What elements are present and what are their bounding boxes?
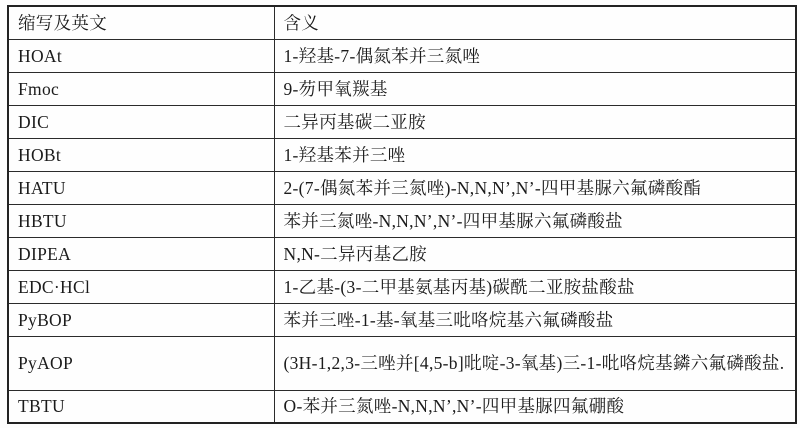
meaning-cell: N,N-二异丙基乙胺 — [274, 237, 796, 270]
table-row — [8, 237, 796, 270]
meaning-cell: 苯并三氮唑-N,N,N’,N’-四甲基脲六氟磷酸盐 — [274, 204, 796, 237]
abbreviation-table — [7, 5, 797, 424]
table-row — [8, 171, 796, 204]
abbr-cell: PyBOP — [8, 303, 274, 336]
meaning-cell: 苯并三唑-1-基-氧基三吡咯烷基六氟磷酸盐 — [274, 303, 796, 336]
table-row — [8, 390, 796, 423]
abbr-cell: DIC — [8, 105, 274, 138]
table-row — [8, 72, 796, 105]
table-row — [8, 270, 796, 303]
meaning-cell: 1-羟基-7-偶氮苯并三氮唑 — [274, 39, 796, 72]
table-row — [8, 105, 796, 138]
table-row — [8, 303, 796, 336]
header-abbr: 缩写及英文 — [8, 6, 274, 39]
abbr-cell: HBTU — [8, 204, 274, 237]
meaning-cell: 二异丙基碳二亚胺 — [274, 105, 796, 138]
abbr-cell: HOAt — [8, 39, 274, 72]
table-row — [8, 204, 796, 237]
meaning-cell: 2-(7-偶氮苯并三氮唑)-N,N,N’,N’-四甲基脲六氟磷酸酯 — [274, 171, 796, 204]
abbr-cell: EDC·HCl — [8, 270, 274, 303]
meaning-cell: O-苯并三氮唑-N,N,N’,N’-四甲基脲四氟硼酸 — [274, 390, 796, 423]
table-row — [8, 138, 796, 171]
meaning-cell: 9-芴甲氧羰基 — [274, 72, 796, 105]
table-row — [8, 336, 796, 390]
abbr-cell: DIPEA — [8, 237, 274, 270]
meaning-cell: 1-羟基苯并三唑 — [274, 138, 796, 171]
table-header-row — [8, 6, 796, 39]
abbr-cell: PyAOP — [8, 336, 274, 390]
header-meaning: 含义 — [274, 6, 796, 39]
abbr-cell: HOBt — [8, 138, 274, 171]
abbr-cell: HATU — [8, 171, 274, 204]
meaning-cell: (3H-1,2,3-三唑并[4,5-b]吡啶-3-氧基)三-1-吡咯烷基鏻六氟磷酸盐. — [274, 336, 796, 390]
table-row — [8, 39, 796, 72]
abbr-cell: Fmoc — [8, 72, 274, 105]
abbr-cell: TBTU — [8, 390, 274, 423]
meaning-cell: 1-乙基-(3-二甲基氨基丙基)碳酰二亚胺盐酸盐 — [274, 270, 796, 303]
